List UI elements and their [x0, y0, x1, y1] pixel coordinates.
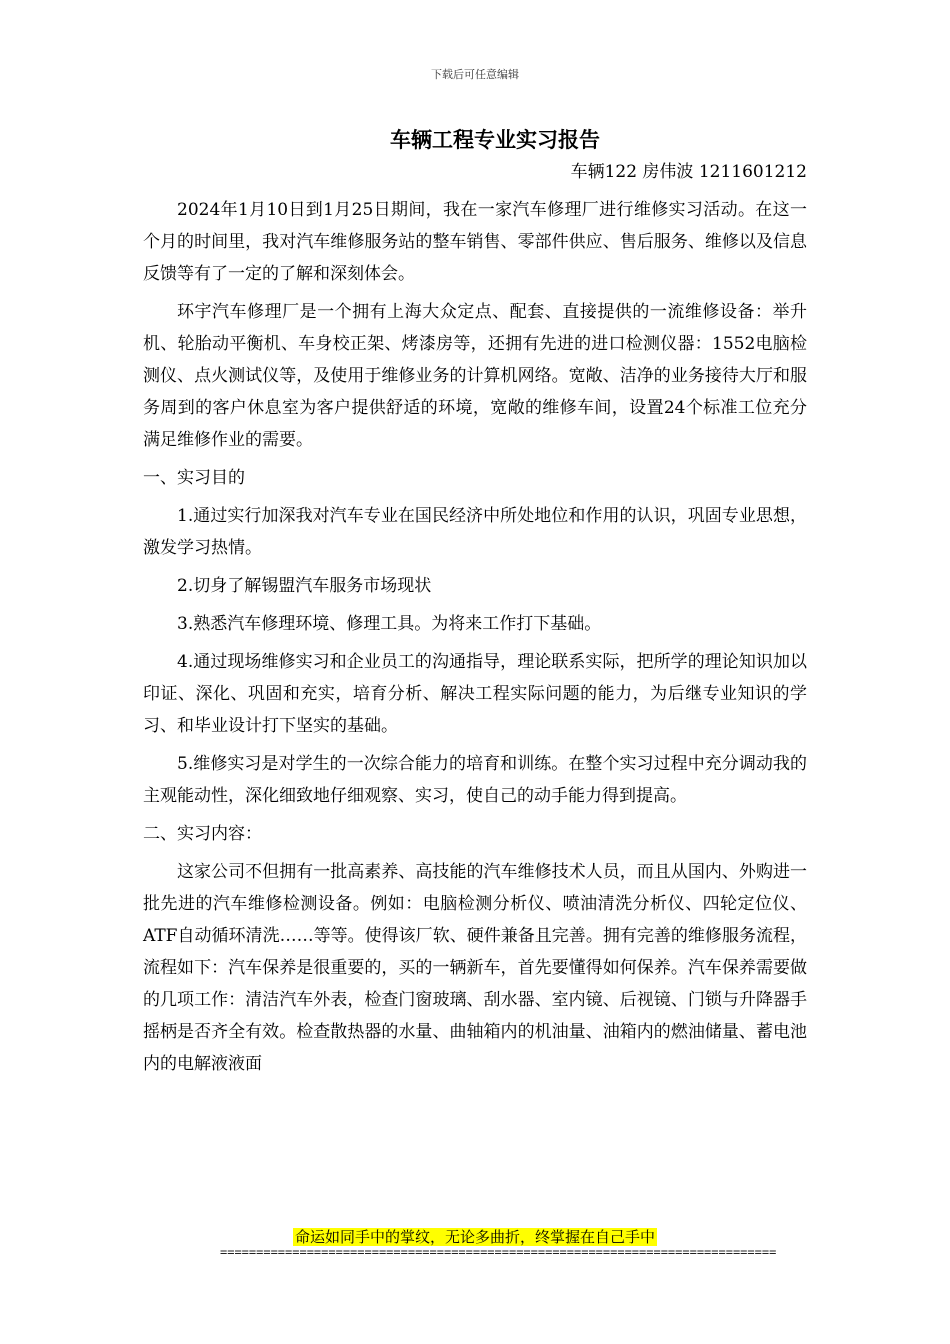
section-heading-content: 二、实习内容： [143, 824, 262, 844]
document-title: 车辆工程专业实习报告 [390, 128, 600, 152]
paragraph-intro: 2024年1月10日到1月25日期间，我在一家汽车修理厂进行维修实习活动。在这一个月的时间里，我对汽车维修服务站的整车销售、零部件供应、售后服务、维修以及信息反馈等有了一定的了解和深刻体会。 [143, 200, 807, 284]
header-note: 下载后可任意编辑 [431, 68, 519, 81]
purpose-item-1: 1.通过实行加深我对汽车专业在国民经济中所处地位和作用的认识，巩固专业思想，激发学习热情。 [143, 506, 807, 558]
purpose-item-5: 5.维修实习是对学生的一次综合能力的培育和训练。在整个实习过程中充分调动我的主观能动性，深化细致地仔细观察、实习，使自己的动手能力得到提高。 [143, 754, 807, 806]
document-body [143, 194, 807, 1086]
author-line: 车辆122 房伟波 1211601212 [570, 162, 807, 182]
purpose-item-4: 4.通过现场维修实习和企业员工的沟通指导，理论联系实际，把所学的理论知识加以印证、深化、巩固和充实，培育分析、解决工程实际问题的能力，为后继专业知识的学习、和毕业设计打下坚实的基础。 [143, 652, 807, 736]
purpose-item-2: 2.切身了解锡盟汽车服务市场现状 [177, 576, 432, 596]
paragraph-company: 环宇汽车修理厂是一个拥有上海大众定点、配套、直接提供的一流维修设备：举升机、轮胎动平衡机、车身校正架、烤漆房等，还拥有先进的进口检测仪器：1552电脑检测仪、点火测试仪等，及使用于维修业务的计算机网络。宽敞、洁净的业务接待大厅和服务周到的客户休息室为客户提供舒适的环境，宽敞的维修车间，设置24个标准工位充分满足维修作业的需要。 [143, 302, 807, 450]
footer-divider: ============================================================================= [220, 1245, 777, 1259]
purpose-item-3: 3.熟悉汽车修理环境、修理工具。为将来工作打下基础。 [177, 614, 602, 634]
paragraph-content: 这家公司不但拥有一批高素养、高技能的汽车维修技术人员，而且从国内、外购进一批先进的汽车维修检测设备。例如：电脑检测分析仪、喷油清洗分析仪、四轮定位仪、ATF自动循环清洗……等等。使得该厂软、硬件兼备且完善。拥有完善的维修服务流程，流程如下：汽车保养是很重要的，买的一辆新车，首先要懂得如何保养。汽车保养需要做的几项工作：清洁汽车外表，检查门窗玻璃、刮水器、室内镜、后视镜、门锁与升降器手摇柄是否齐全有效。检查散热器的水量、曲轴箱内的机油量、油箱内的燃油储量、蓄电池内的电解液液面 [143, 862, 807, 1074]
footer-motto-text: 命运如同手中的掌纹，无论多曲折，终掌握在自己手中 [294, 1228, 655, 1246]
section-heading-purpose: 一、实习目的 [143, 468, 245, 488]
